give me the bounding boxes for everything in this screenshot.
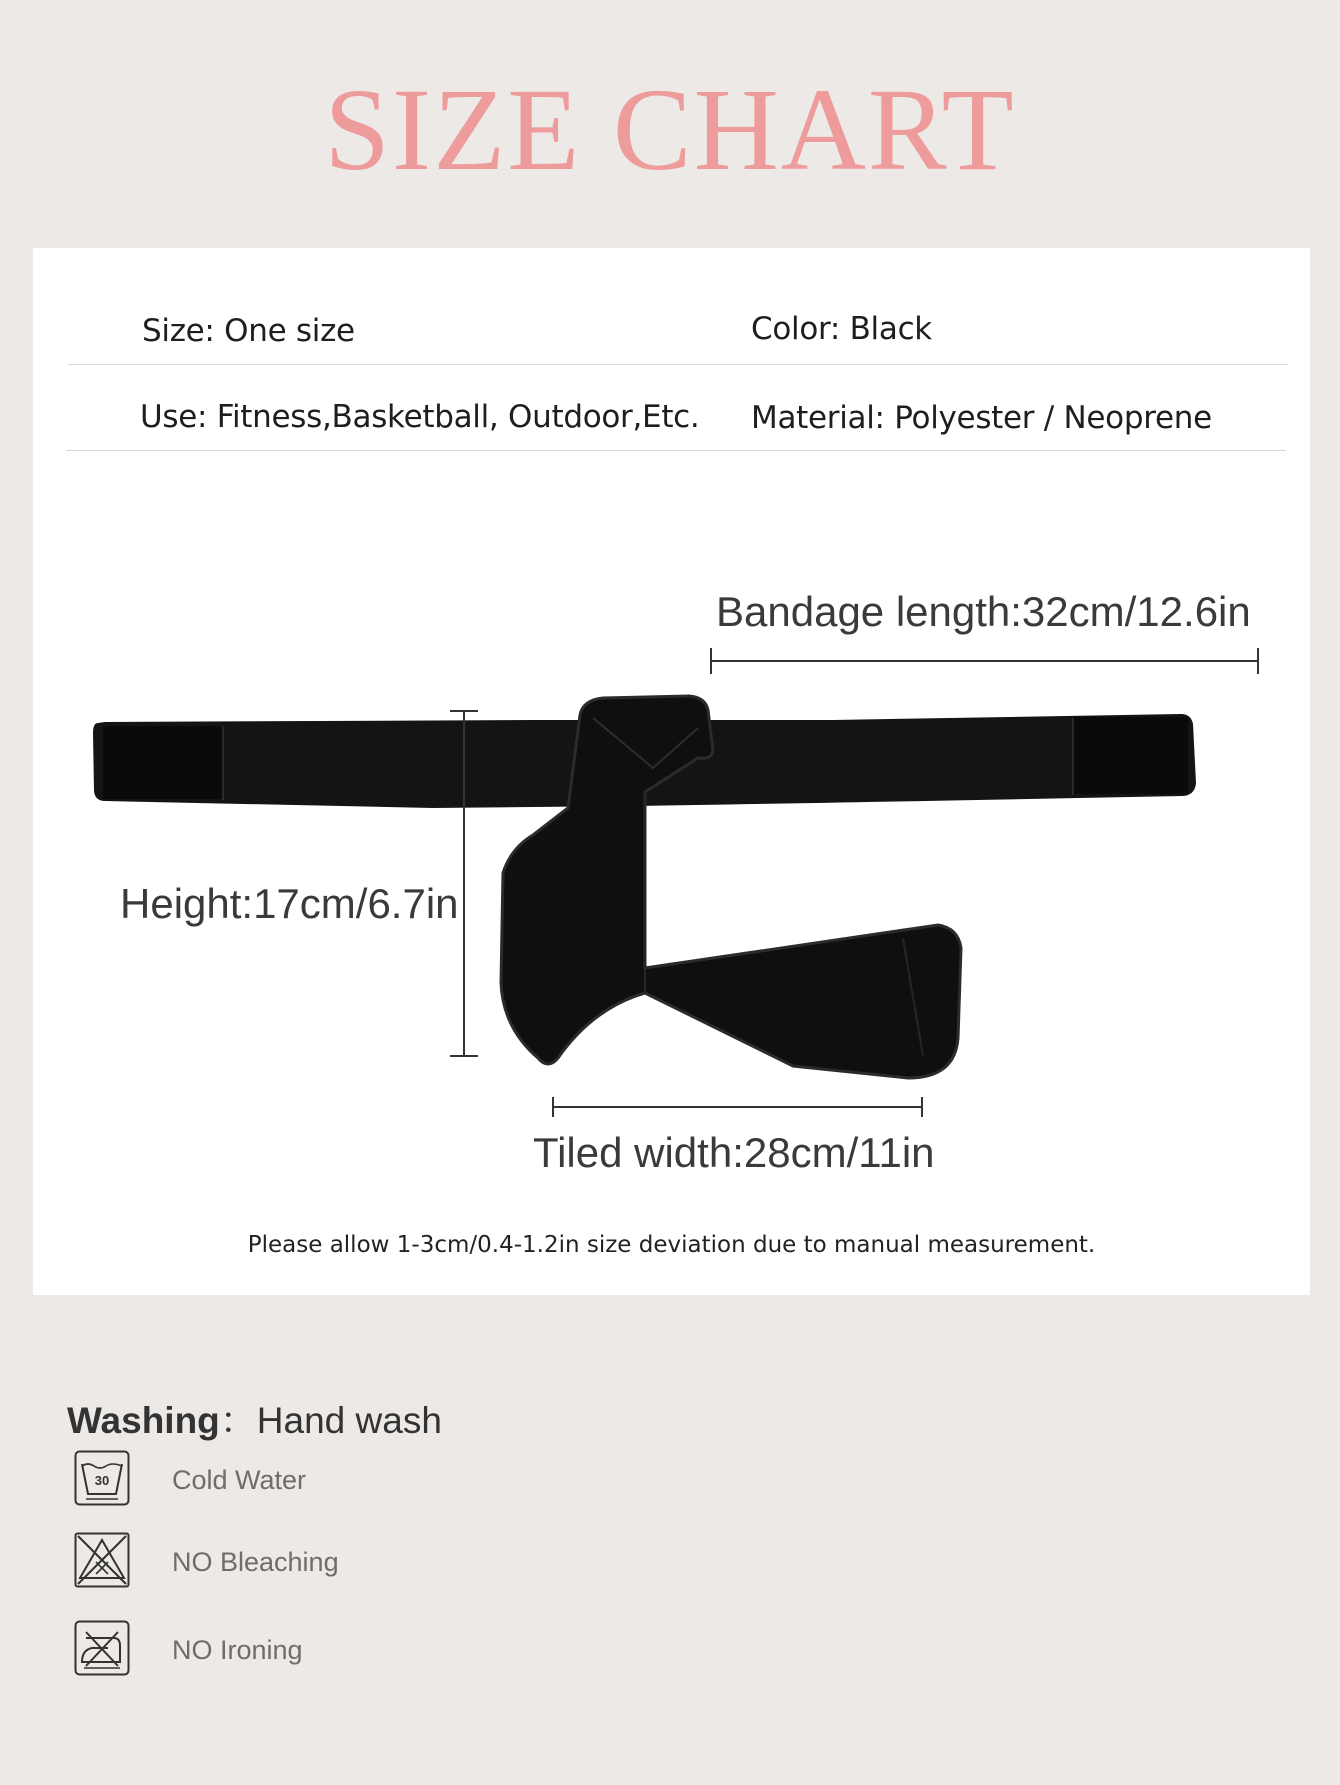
height-label: Height:17cm/6.7in xyxy=(120,880,459,927)
washing-heading xyxy=(67,1390,442,1444)
no-iron-icon xyxy=(74,1620,130,1676)
wash-temp-text: 30 xyxy=(94,1473,110,1488)
bandage-length-line xyxy=(711,648,1258,674)
spec-use: Use: Fitness,Basketball, Outdoor,Etc. xyxy=(140,399,700,435)
spec-size: Size: One size xyxy=(142,313,355,349)
washing-separator: ： xyxy=(219,1400,257,1441)
spec-material: Material: Polyester / Neoprene xyxy=(751,400,1212,436)
page-title: SIZE CHART xyxy=(324,64,1016,195)
bandage-length-label: Bandage length:32cm/12.6in xyxy=(716,588,1251,635)
washing-value: Hand wash xyxy=(256,1400,442,1441)
care-label-no-ironing: NO Ironing xyxy=(172,1635,303,1665)
measurement-note: Please allow 1-3cm/0.4-1.2in size deviation due to manual measurement. xyxy=(247,1232,1096,1258)
size-chart-card xyxy=(33,248,1310,1295)
wash-30-icon xyxy=(74,1450,130,1506)
tiled-width-label: Tiled width:28cm/11in xyxy=(533,1129,935,1176)
washing-label: Washing xyxy=(67,1400,220,1441)
care-label-cold-water: Cold Water xyxy=(172,1465,307,1495)
spec-color: Color: Black xyxy=(751,311,932,347)
tiled-width-line xyxy=(553,1097,922,1117)
care-label-no-bleaching: NO Bleaching xyxy=(172,1547,339,1577)
no-bleach-icon xyxy=(74,1532,130,1588)
